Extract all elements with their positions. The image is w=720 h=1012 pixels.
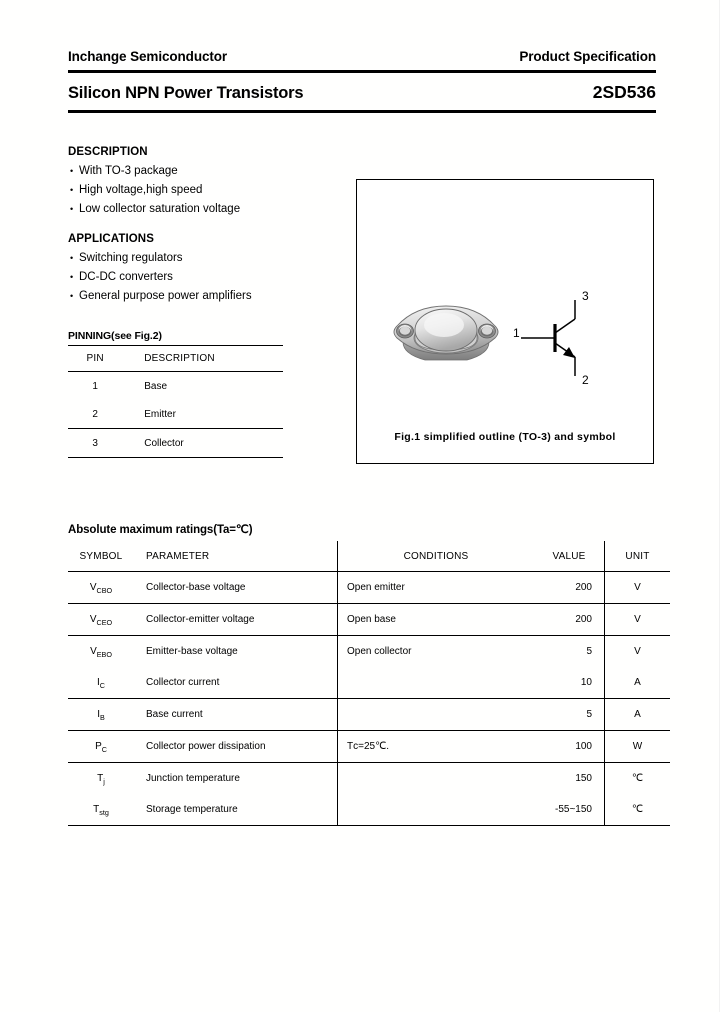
symbol-main: P — [95, 741, 102, 752]
rating-parameter: Storage temperature — [146, 804, 238, 815]
table-row — [68, 372, 283, 401]
pinning-col-desc: DESCRIPTION — [144, 353, 215, 364]
page-content — [68, 0, 656, 826]
rating-symbol — [68, 731, 134, 763]
rating-parameter: Collector-emitter voltage — [146, 614, 255, 625]
list-item: • With TO-3 package — [68, 162, 368, 181]
rating-unit: ℃ — [605, 794, 671, 826]
rating-value: -55~150 — [555, 804, 592, 815]
list-item: • General purpose power amplifiers — [68, 287, 368, 306]
rating-conditions — [338, 667, 535, 699]
body-area — [68, 146, 656, 476]
symbol-main: I — [97, 677, 100, 688]
rating-conditions — [338, 763, 535, 795]
table-row — [68, 731, 670, 763]
applications-list — [68, 249, 368, 306]
rating-parameter: Collector-base voltage — [146, 582, 246, 593]
rating-symbol — [68, 667, 134, 699]
list-item: • High voltage,high speed — [68, 181, 368, 200]
rating-unit: A — [605, 699, 671, 731]
pin-number: 1 — [92, 380, 98, 392]
pinning-table — [68, 345, 283, 458]
ratings-col-conditions: CONDITIONS — [338, 541, 535, 572]
rating-value: 200 — [575, 614, 592, 625]
rating-unit: A — [605, 667, 671, 699]
document-type: Product Specification — [519, 49, 656, 64]
absolute-maximum-ratings-table — [68, 541, 670, 826]
title-bar — [68, 82, 656, 103]
rating-unit: V — [605, 572, 671, 604]
rating-parameter: Collector current — [146, 677, 220, 688]
symbol-sub: j — [103, 776, 105, 786]
pinning-section — [68, 330, 283, 458]
rating-parameter: Junction temperature — [146, 773, 240, 784]
rating-value: 200 — [575, 582, 592, 593]
symbol-main: V — [90, 646, 97, 657]
pinning-col-pin: PIN — [86, 353, 104, 364]
rating-conditions — [338, 699, 535, 731]
pinning-title: PINNING(see Fig.2) — [68, 330, 162, 342]
pin-description: Base — [144, 380, 168, 392]
ratings-col-value: VALUE — [552, 550, 586, 562]
rating-value: 5 — [586, 646, 592, 657]
list-item: • Switching regulators — [68, 249, 368, 268]
ratings-col-parameter: PARAMETER — [146, 550, 210, 562]
symbol-sub: stg — [99, 807, 109, 817]
list-item: • Low collector saturation voltage — [68, 200, 368, 219]
rating-symbol — [68, 572, 134, 604]
table-row — [68, 699, 670, 731]
rating-parameter: Base current — [146, 709, 203, 720]
rating-value: 150 — [575, 773, 592, 784]
rating-value: 5 — [586, 709, 592, 720]
table-bottom-rule — [68, 458, 283, 459]
document-header — [68, 0, 656, 64]
rating-parameter: Collector power dissipation — [146, 741, 266, 752]
pin-number: 3 — [92, 437, 98, 449]
to3-package-icon — [385, 292, 507, 376]
table-header-row — [68, 541, 670, 572]
rating-unit: W — [605, 731, 671, 763]
rating-value: 10 — [580, 677, 592, 688]
applications-heading: APPLICATIONS — [68, 233, 154, 245]
list-item: • DC-DC converters — [68, 268, 368, 287]
symbol-sub: C — [99, 680, 105, 690]
symbol-label-emitter: 2 — [582, 373, 589, 387]
rating-parameter: Emitter-base voltage — [146, 646, 238, 657]
symbol-main: V — [89, 582, 97, 593]
symbol-main: T — [93, 804, 100, 815]
symbol-sub: CEO — [96, 617, 113, 627]
symbol-label-base: 1 — [513, 326, 520, 340]
table-row — [68, 572, 670, 604]
pin-number: 2 — [92, 408, 98, 420]
rating-symbol — [68, 636, 134, 668]
rating-conditions: Open collector — [338, 636, 535, 668]
company-name: Inchange Semiconductor — [68, 49, 228, 64]
page-title: Silicon NPN Power Transistors — [68, 84, 304, 102]
symbol-sub: EBO — [96, 649, 112, 659]
table-row — [68, 429, 283, 458]
figure-caption: Fig.1 simplified outline (TO-3) and symbol — [394, 431, 616, 443]
header-rule — [68, 70, 656, 73]
table-header-row — [68, 346, 283, 372]
table-row — [68, 667, 670, 699]
rating-conditions: Open base — [338, 604, 535, 636]
rating-symbol — [68, 794, 134, 826]
rating-unit: V — [605, 604, 671, 636]
rating-conditions: Tᴄ=25℃. — [338, 731, 535, 763]
title-rule — [68, 110, 656, 113]
symbol-sub: CBO — [96, 585, 113, 595]
table-row — [68, 400, 283, 429]
symbol-sub: C — [101, 744, 107, 754]
npn-transistor-symbol-icon — [513, 288, 609, 388]
description-list — [68, 162, 368, 219]
figure-content — [357, 180, 653, 463]
symbol-sub: B — [99, 712, 105, 722]
left-column — [68, 146, 368, 458]
pin-description: Emitter — [144, 408, 176, 420]
rating-symbol — [68, 604, 134, 636]
rating-unit: ℃ — [605, 763, 671, 795]
rating-symbol — [68, 699, 134, 731]
table-row — [68, 604, 670, 636]
rating-value: 100 — [575, 741, 592, 752]
table-row — [68, 794, 670, 826]
symbol-label-collector: 3 — [582, 289, 589, 303]
figure-box — [356, 179, 654, 464]
ratings-title: Absolute maximum ratings(Ta=℃) — [68, 524, 253, 536]
part-number: 2SD536 — [592, 82, 656, 102]
pin-description: Collector — [144, 437, 184, 449]
table-row — [68, 636, 670, 668]
section-gap — [68, 219, 368, 233]
symbol-main: I — [97, 709, 100, 720]
rating-conditions — [338, 794, 535, 826]
description-heading: DESCRIPTION — [68, 146, 148, 158]
rating-symbol — [68, 763, 134, 795]
rating-unit: V — [605, 636, 671, 668]
table-row — [68, 763, 670, 795]
ratings-col-symbol: SYMBOL — [79, 550, 123, 562]
rating-conditions: Open emitter — [338, 572, 535, 604]
symbol-main: T — [97, 773, 104, 784]
ratings-col-unit: UNIT — [605, 541, 671, 572]
symbol-main: V — [89, 614, 97, 625]
